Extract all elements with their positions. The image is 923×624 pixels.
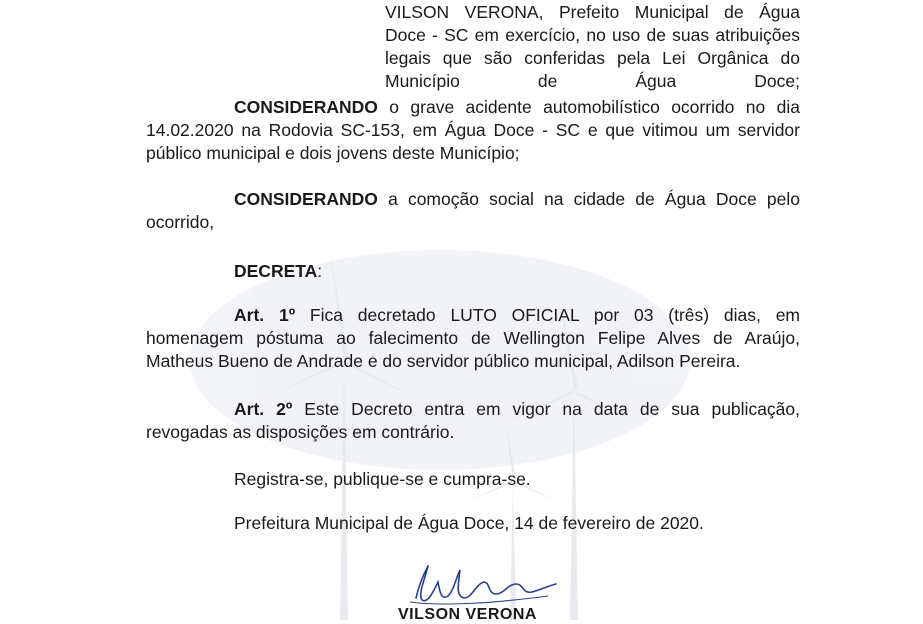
decreta-heading [234, 260, 322, 283]
considerando-keyword: CONSIDERANDO [234, 189, 378, 209]
closing-formula: Registra-se, publique-se e cumpra-se. [234, 469, 531, 489]
decreta-keyword: DECRETA [234, 261, 318, 281]
paragraph-text: ocorrido, [146, 212, 215, 232]
paragraph-text: homenagem póstuma ao falecimento de Wellington Felipe Alves de Araújo, [146, 328, 800, 348]
paragraph-text: a comoção social na cidade de Água Doce pelo [388, 189, 800, 209]
signer-name: VILSON VERONA [398, 606, 537, 623]
article-label: Art. 2º [234, 399, 293, 419]
preamble-line: legais que são conferidas pela Lei Orgânica do [385, 47, 800, 68]
handwritten-signature [398, 560, 568, 610]
considerando-paragraph [146, 188, 800, 234]
paragraph-text: Este Decreto entra em vigor na data de sua publicação, [304, 399, 801, 419]
preamble-line: VILSON VERONA, Prefeito Municipal de Água [385, 1, 800, 22]
paragraph-text: revogadas as disposições em contrário. [146, 422, 455, 442]
considerando-paragraph [146, 96, 800, 165]
article-label: Art. 1º [234, 305, 296, 325]
place-date: Prefeitura Municipal de Água Doce, 14 de fevereiro de 2020. [234, 513, 704, 533]
preamble-block [385, 1, 800, 93]
paragraph-text: Matheus Bueno de Andrade e do servidor público municipal, Adilson Pereira. [146, 351, 741, 371]
paragraph-text: público municipal e dois jovens deste Município; [146, 143, 520, 163]
paragraph-text: Fica decretado LUTO OFICIAL por 03 (três) dias, em [309, 305, 801, 325]
paragraph-text: o grave acidente automobilístico ocorrido no dia [389, 97, 800, 117]
preamble-line: Doce - SC em exercício, no uso de suas atribuições [385, 24, 800, 45]
considerando-keyword: CONSIDERANDO [234, 97, 378, 117]
paragraph-text: 14.02.2020 na Rodovia SC-153, em Água Doce - SC e que vitimou um servidor [146, 120, 800, 140]
article-1 [146, 304, 800, 373]
article-2 [146, 398, 800, 444]
colon: : [317, 261, 323, 281]
preamble-line: Município de Água Doce; [385, 70, 800, 91]
